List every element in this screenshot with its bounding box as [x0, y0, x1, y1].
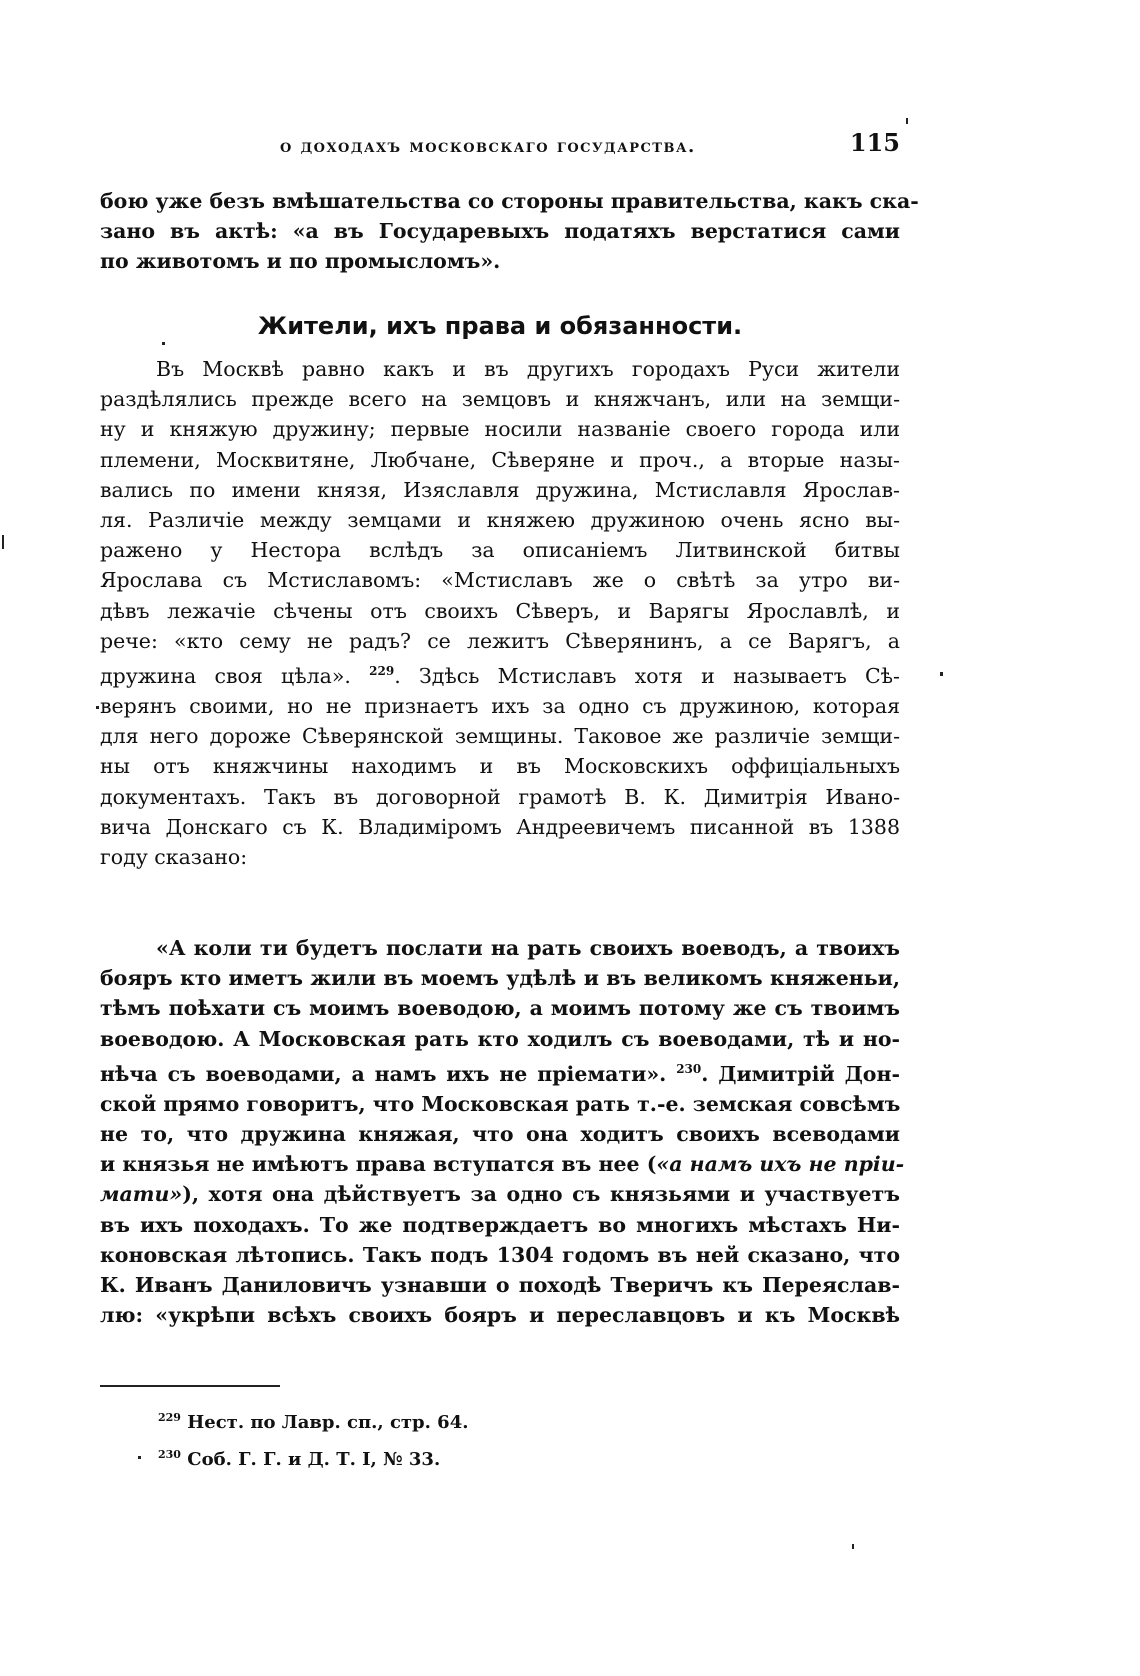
- footnote-229: [158, 1402, 658, 1439]
- italic-quote: мати»: [100, 1182, 183, 1207]
- text-line: К. Иванъ Даниловичъ узнавши о походѣ Тверичъ къ Переяслав-: [100, 1273, 900, 1298]
- text-line: зано въ актѣ: «а въ Государевыхъ податяхъ верстатися сами: [100, 219, 900, 244]
- body-paragraph-2: [100, 933, 905, 1330]
- text-line: не то, что дружина княжая, что она ходитъ своихъ всеводами: [100, 1122, 900, 1147]
- footnotes: [158, 1402, 658, 1476]
- text-line: [100, 656, 900, 691]
- running-header: [100, 128, 900, 168]
- text-line: ля. Различіе между земцами и княжею дружиною очень ясно вы-: [100, 508, 900, 533]
- footnote-230: [158, 1439, 658, 1476]
- text-line: для него дороже Сѣверянской земщины. Таковое же различіе земщи-: [100, 724, 900, 749]
- text-line: коновская лѣтопись. Такъ подъ 1304 годомъ въ ней сказано, что: [100, 1242, 900, 1267]
- footnote-ref-229[interactable]: 229: [369, 664, 395, 679]
- text-fragment: . Димитрій Дон-: [701, 1061, 900, 1086]
- section-heading: Жители, ихъ права и обязанности.: [257, 312, 743, 340]
- footnote-ref-230[interactable]: 230: [676, 1061, 702, 1076]
- text-line: верянъ своими, но не признаетъ ихъ за одно съ дружиною, которая: [100, 694, 900, 719]
- text-line: воеводою. А Московская рать кто ходилъ съ воеводами, тѣ и но-: [100, 1026, 900, 1051]
- text-line: Въ Москвѣ равно какъ и въ другихъ городахъ Руси жители: [156, 357, 900, 381]
- text-line: бою уже безъ вмѣшательства со стороны правительства, какъ ска-: [100, 189, 919, 213]
- intro-paragraph: [100, 186, 919, 277]
- text-line: вались по имени князя, Изяславля дружина, Мстиславля Ярослав-: [100, 477, 900, 502]
- text-fragment: ), хотя она дѣйствуетъ за одно съ князьями и участвуетъ: [182, 1182, 900, 1207]
- text-fragment: нѣча съ воеводами, а намъ ихъ не пріемати».: [100, 1061, 667, 1086]
- footnote-number: 230: [158, 1448, 181, 1461]
- text-line: дѣвъ лежачіе сѣчены отъ своихъ Сѣверъ, и Варягы Ярославлѣ, и: [100, 598, 900, 623]
- footnote-text: Нест. по Лавр. сп., стр. 64.: [187, 1412, 469, 1433]
- text-line: тѣмъ поѣхати съ моимъ воеводою, а моимъ потому же съ твоимъ: [100, 996, 900, 1021]
- text-line: Ярослава съ Мстиславомъ: «Мстиславъ же о свѣтѣ за утро ви-: [100, 568, 900, 593]
- text-line: лю: «укрѣпи всѣхъ своихъ бояръ и переславцовъ и къ Москвѣ: [100, 1303, 900, 1328]
- text-line: [100, 1179, 900, 1209]
- text-line: вича Донскаго съ К. Владиміромъ Андреевичемъ писанной въ 1388: [100, 814, 900, 839]
- text-line: по животомъ и по промысломъ».: [100, 249, 501, 274]
- page-number: 115: [849, 128, 900, 157]
- text-fragment: и князья не имѣютъ права вступатся въ нее (: [100, 1152, 657, 1177]
- text-line: ской прямо говоритъ, что Московская рать т.-е. земская совсѣмъ: [100, 1091, 901, 1116]
- running-title: о доходахъ московскаго государства.: [280, 136, 696, 157]
- footnote-number: 229: [158, 1411, 181, 1424]
- text-line: [100, 1149, 905, 1179]
- text-line: бояръ кто иметъ жили въ моемъ удѣлѣ и въ великомъ княженьи,: [100, 966, 900, 991]
- text-line: въ ихъ походахъ. То же подтверждаетъ во многихъ мѣстахъ Ни-: [100, 1212, 900, 1237]
- text-line: документахъ. Такъ въ договорной грамотѣ В. К. Димитрія Ивано-: [100, 784, 900, 809]
- text-fragment: . Здѣсь Мстиславъ хотя и называетъ Сѣ-: [394, 663, 900, 688]
- text-fragment: дружина своя цѣла».: [100, 663, 351, 688]
- text-line: рече: «кто сему не радъ? се лежитъ Сѣверянинъ, а се Варягъ, а: [100, 628, 900, 653]
- text-line: ну и княжую дружину; первые носили названіе своего города или: [100, 417, 900, 442]
- text-line: раздѣлялись прежде всего на земцовъ и княжчанъ, или на земщи-: [100, 387, 900, 412]
- text-line: ны отъ княжчины находимъ и въ Московскихъ оффиціальныхъ: [100, 754, 900, 779]
- text-line: племени, Москвитяне, Любчане, Сѣверяне и проч., а вторые назы-: [100, 447, 900, 472]
- text-line: «А коли ти будетъ послати на рать своихъ воеводъ, а твоихъ: [156, 936, 900, 960]
- text-line: ражено у Нестора вслѣдъ за описаніемъ Литвинской битвы: [100, 538, 900, 563]
- italic-quote: «а намъ ихъ не пріи-: [656, 1152, 905, 1177]
- body-paragraph-1: [100, 354, 900, 872]
- text-line: [100, 1054, 900, 1089]
- footnote-divider: [100, 1385, 280, 1387]
- footnote-text: Соб. Г. Г. и Д. Т. I, № 33.: [187, 1449, 441, 1470]
- text-line: году сказано:: [100, 845, 248, 870]
